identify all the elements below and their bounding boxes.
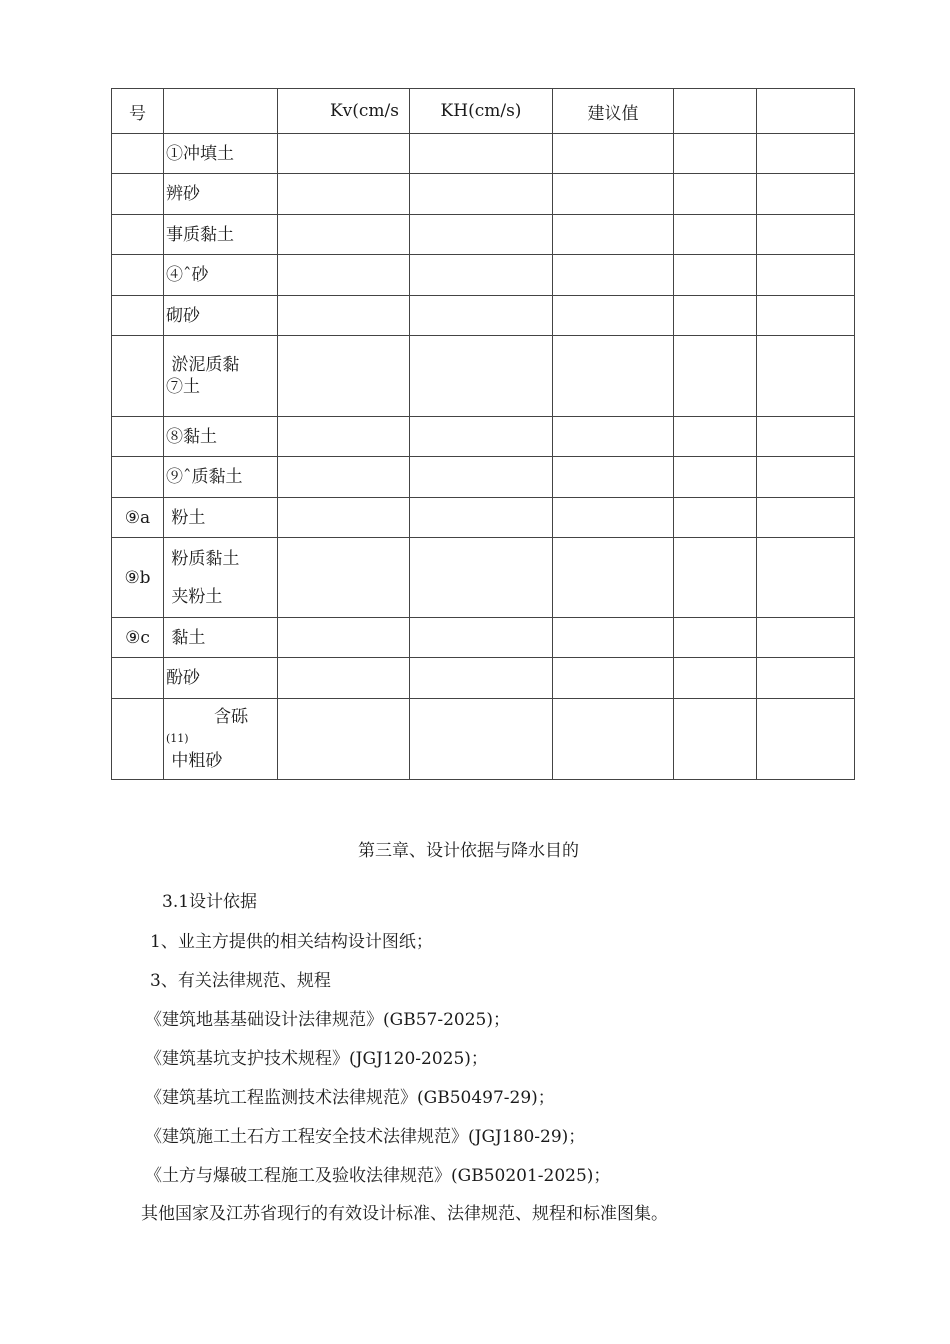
value-cell (674, 134, 757, 174)
value-cell (674, 417, 757, 457)
value-cell (553, 538, 674, 618)
header-cell (164, 89, 278, 134)
value-cell (553, 618, 674, 658)
value-cell (674, 699, 757, 780)
value-cell (410, 296, 553, 336)
soil-name-cell (164, 215, 278, 255)
chapter-title: 第三章、设计依据与降水目的 (358, 841, 579, 861)
header-cell: KH(cm/s) (410, 89, 553, 134)
table-row (112, 538, 855, 618)
value-cell (278, 498, 410, 538)
value-cell (674, 336, 757, 417)
value-cell (410, 618, 553, 658)
value-cell (553, 174, 674, 215)
value-cell (410, 134, 553, 174)
soil-name-line: 酚砂 (166, 668, 200, 688)
soil-name-line: 黏土 (166, 627, 206, 648)
table-row (112, 498, 855, 538)
soil-name-line: 淤泥质黏 (166, 355, 240, 375)
layer-number-cell (112, 457, 164, 498)
soil-name-cell (164, 336, 278, 417)
value-cell (674, 174, 757, 215)
value-cell (757, 255, 855, 296)
soil-name-line: ④ˆ砂 (166, 265, 209, 285)
value-cell (553, 457, 674, 498)
value-cell (278, 255, 410, 296)
table-row (112, 618, 855, 658)
permeability-table (111, 88, 855, 780)
layer-number-cell (112, 296, 164, 336)
value-cell (553, 134, 674, 174)
layer-number-cell (112, 134, 164, 174)
list-item: 《建筑基坑工程监测技术法律规范》(GB50497-29)； (145, 1088, 555, 1108)
header-cell: Kv(cm/s (278, 89, 410, 134)
value-cell (410, 417, 553, 457)
value-cell (757, 658, 855, 699)
value-cell (757, 174, 855, 215)
value-cell (757, 538, 855, 618)
value-cell (410, 215, 553, 255)
value-cell (278, 296, 410, 336)
value-cell (278, 417, 410, 457)
value-cell (278, 699, 410, 780)
soil-name-line: 含砾 (214, 707, 248, 727)
value-cell (757, 498, 855, 538)
list-item: 1、业主方提供的相关结构设计图纸； (150, 932, 433, 952)
value-cell (278, 457, 410, 498)
list-item: 3、有关法律规范、规程 (150, 971, 331, 991)
value-cell (553, 498, 674, 538)
soil-name-line: ①冲填土 (166, 143, 234, 164)
value-cell (674, 215, 757, 255)
value-cell (553, 336, 674, 417)
value-cell (757, 296, 855, 336)
value-cell (553, 417, 674, 457)
value-cell (674, 538, 757, 618)
layer-number-cell (112, 215, 164, 255)
layer-number-cell: ⑨b (112, 538, 164, 618)
soil-name-line: 砌砂 (166, 305, 200, 326)
soil-name-cell (164, 618, 278, 658)
header-cell: 号 (112, 89, 164, 134)
table-row (112, 658, 855, 699)
soil-name-line: 粉土 (166, 507, 206, 528)
value-cell (278, 538, 410, 618)
table-row (112, 255, 855, 296)
layer-number-cell (112, 658, 164, 699)
layer-number-cell (112, 336, 164, 417)
value-cell (410, 174, 553, 215)
table-row (112, 174, 855, 215)
value-cell (757, 215, 855, 255)
value-cell (553, 296, 674, 336)
value-cell (553, 699, 674, 780)
value-cell (410, 336, 553, 417)
soil-name-line: 辨砂 (166, 184, 200, 204)
soil-name-cell (164, 134, 278, 174)
value-cell (674, 255, 757, 296)
soil-name-cell (164, 498, 278, 538)
list-item: 《建筑地基基础设计法律规范》(GB57-2025)； (145, 1010, 510, 1030)
soil-name-line: 夹粉土 (166, 586, 223, 607)
value-cell (757, 699, 855, 780)
soil-name-line: (11) (166, 732, 189, 745)
layer-number-cell (112, 255, 164, 296)
value-cell (410, 498, 553, 538)
table-row (112, 215, 855, 255)
value-cell (757, 618, 855, 658)
list-item: 《建筑施工土石方工程安全技术法律规范》(JGJ180-29)； (145, 1127, 586, 1147)
value-cell (278, 215, 410, 255)
table-header-row (112, 89, 855, 134)
table-row (112, 296, 855, 336)
table-row (112, 457, 855, 498)
soil-name-cell (164, 417, 278, 457)
soil-name-line: ⑨ˆ质黏土 (166, 467, 243, 487)
value-cell (410, 699, 553, 780)
value-cell (410, 538, 553, 618)
header-cell (674, 89, 757, 134)
soil-name-cell (164, 658, 278, 699)
value-cell (278, 658, 410, 699)
layer-number-cell: ⑨c (112, 618, 164, 658)
value-cell (278, 134, 410, 174)
soil-name-line: 事质黏土 (166, 224, 234, 245)
soil-name-cell (164, 538, 278, 618)
value-cell (757, 457, 855, 498)
value-cell (674, 296, 757, 336)
value-cell (757, 336, 855, 417)
table-row (112, 699, 855, 780)
value-cell (553, 215, 674, 255)
soil-name-cell (164, 296, 278, 336)
value-cell (410, 255, 553, 296)
value-cell (674, 498, 757, 538)
soil-name-line: ⑦土 (166, 377, 200, 397)
layer-number-cell (112, 174, 164, 215)
list-item: 其他国家及江苏省现行的有效设计标准、法律规范、规程和标准图集。 (141, 1204, 668, 1224)
soil-name-cell (164, 255, 278, 296)
soil-name-line: 粉质黏土 (166, 548, 240, 569)
value-cell (278, 174, 410, 215)
soil-name-line: 中粗砂 (166, 751, 223, 771)
header-cell (757, 89, 855, 134)
value-cell (278, 336, 410, 417)
layer-number-cell: ⑨a (112, 498, 164, 538)
soil-name-cell (164, 174, 278, 215)
value-cell (674, 658, 757, 699)
table-row (112, 134, 855, 174)
list-item: 《建筑基坑支护技术规程》(JGJ120-2025)； (145, 1049, 488, 1069)
layer-number-cell (112, 699, 164, 780)
soil-name-cell (164, 699, 278, 780)
value-cell (757, 134, 855, 174)
section-title: 3.1设计依据 (162, 892, 258, 912)
value-cell (553, 255, 674, 296)
value-cell (410, 658, 553, 699)
soil-name-line: ⑧黏土 (166, 426, 217, 447)
header-cell: 建议值 (553, 89, 674, 134)
layer-number-cell (112, 417, 164, 457)
list-item: 《土方与爆破工程施工及验收法律规范》(GB50201-2025)； (145, 1166, 611, 1186)
value-cell (674, 457, 757, 498)
value-cell (674, 618, 757, 658)
value-cell (553, 658, 674, 699)
value-cell (410, 457, 553, 498)
table-row (112, 417, 855, 457)
table-row (112, 336, 855, 417)
value-cell (757, 417, 855, 457)
value-cell (278, 618, 410, 658)
soil-name-cell (164, 457, 278, 498)
